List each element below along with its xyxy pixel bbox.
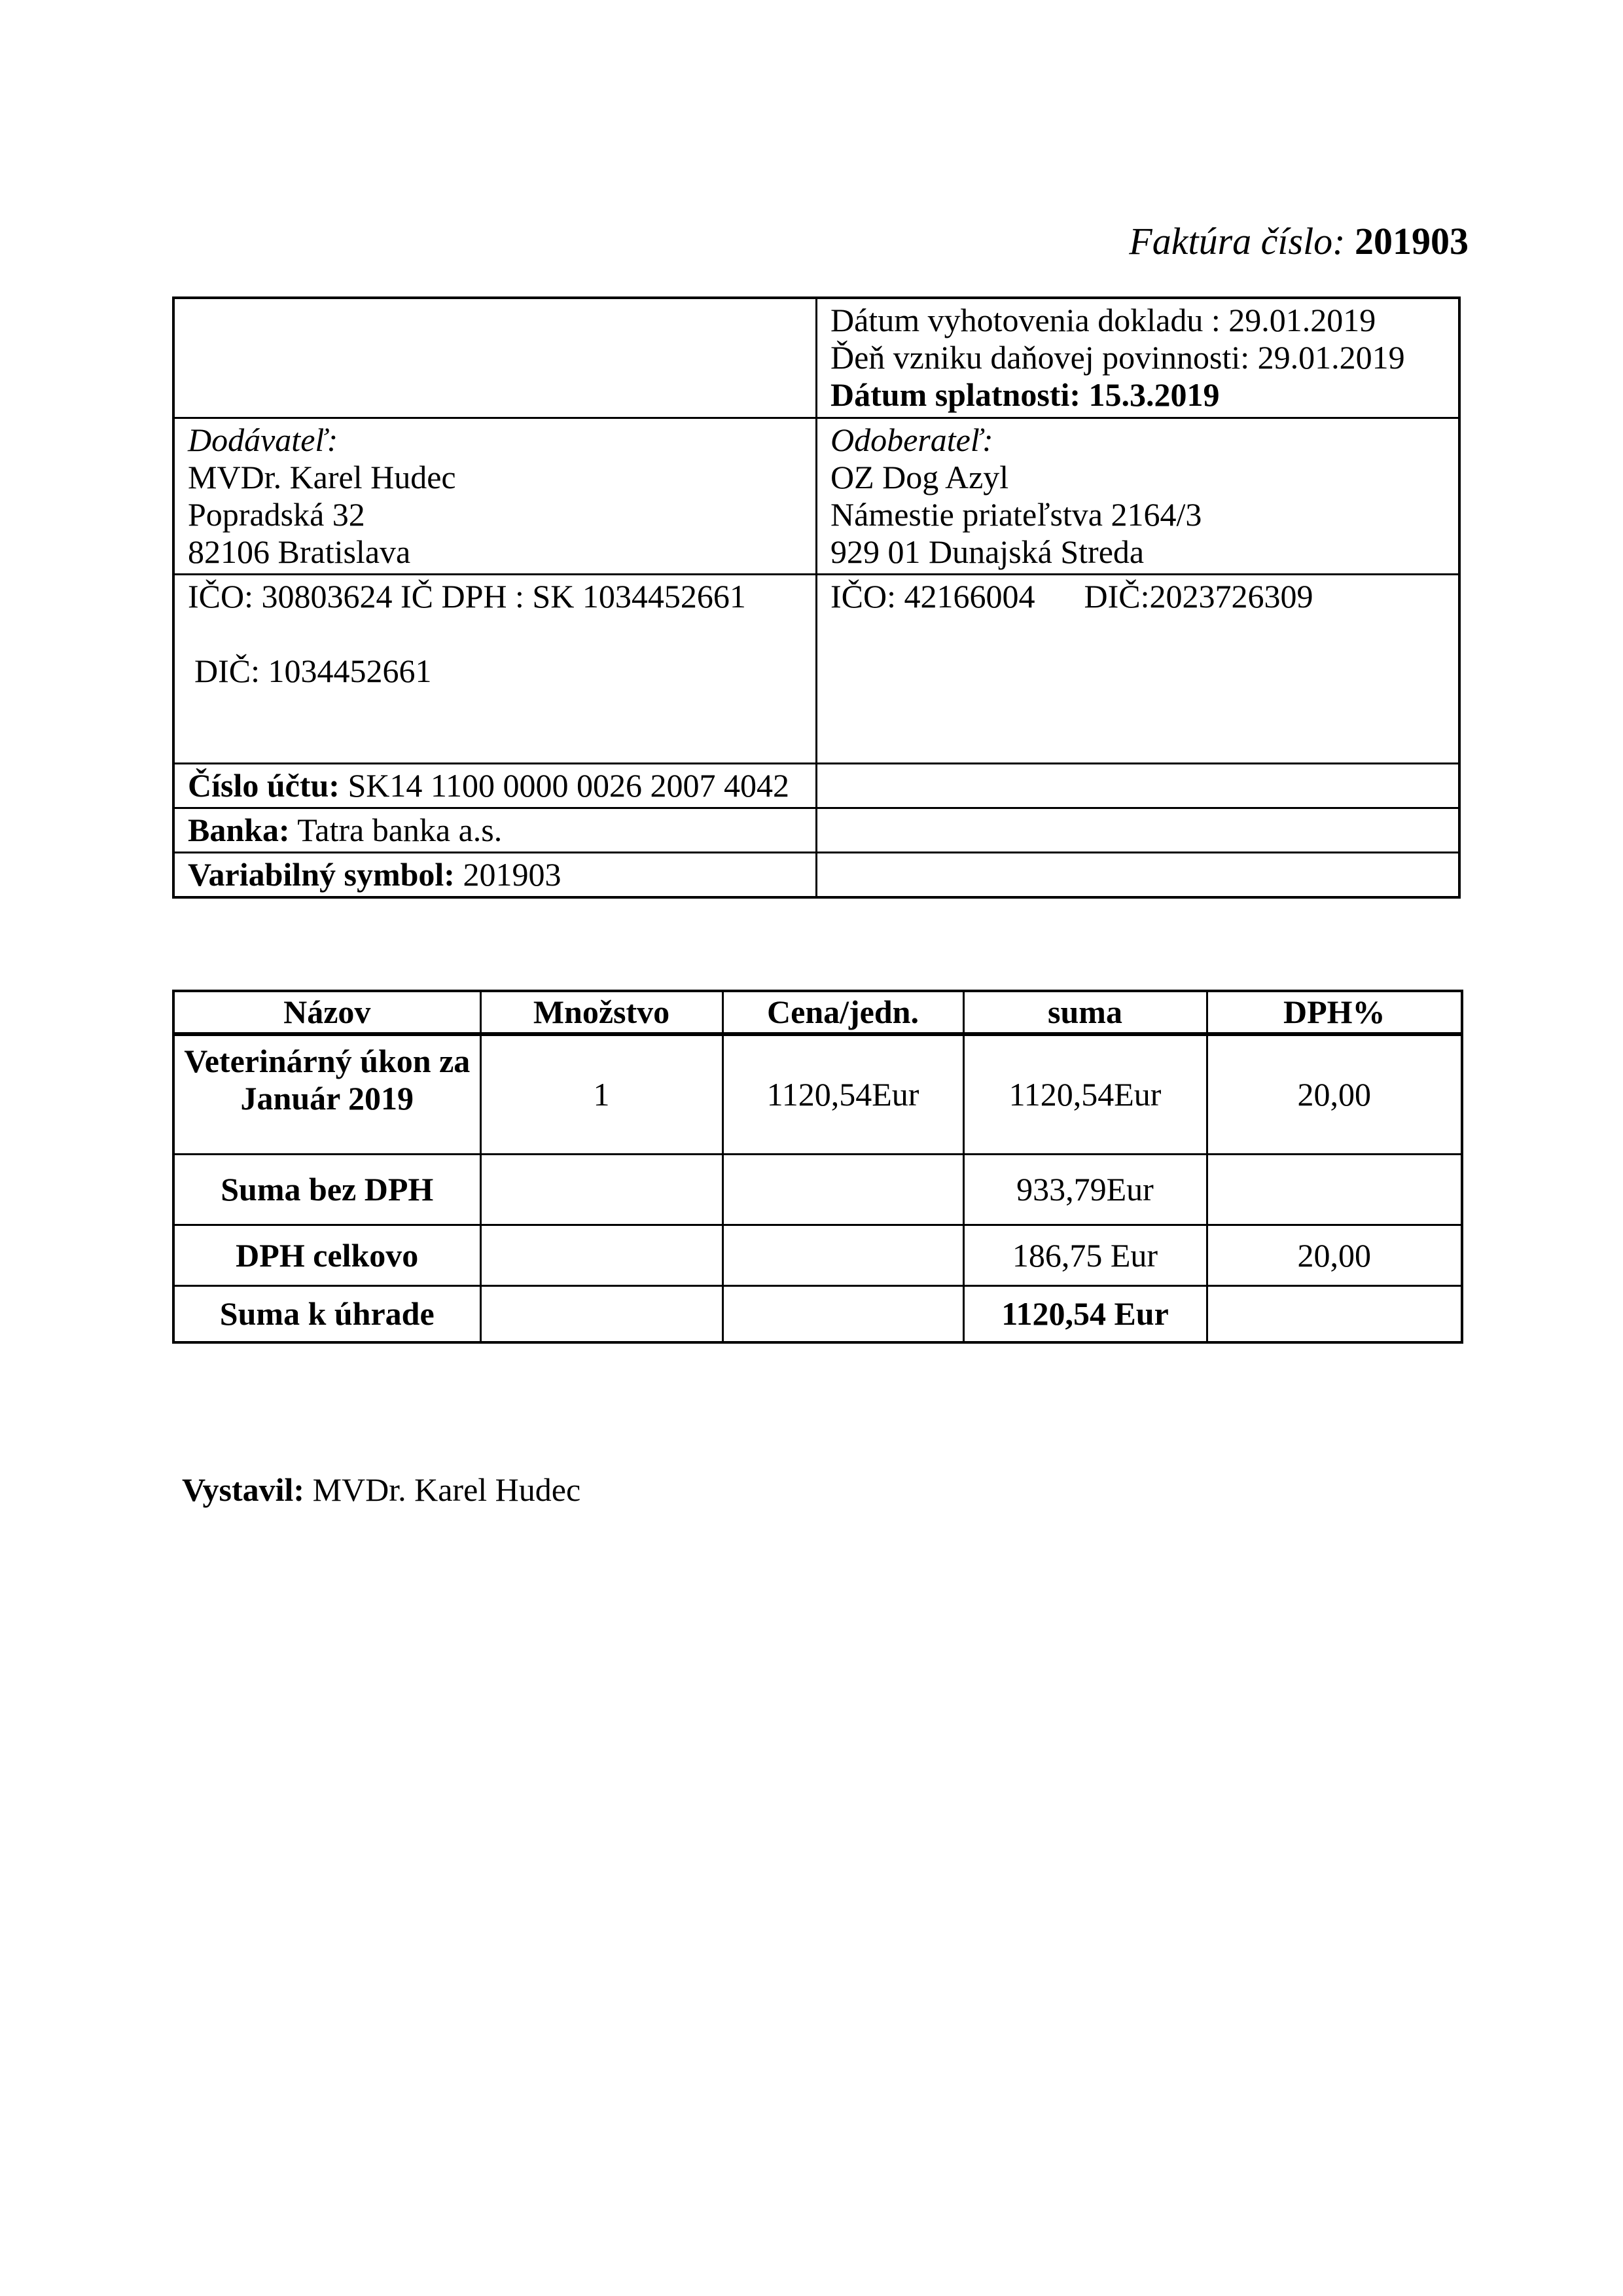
account-cell [173, 764, 817, 808]
account-value: SK14 1100 0000 0026 2007 4042 [348, 767, 790, 804]
item-name-line2: Január 2019 [240, 1080, 414, 1117]
account-label: Číslo účtu: [188, 767, 340, 804]
empty-cell [173, 298, 817, 418]
invoice-number: 201903 [1355, 220, 1469, 262]
bank-value: Tatra banka a.s. [297, 812, 503, 848]
dates-cell [817, 298, 1460, 418]
net-sum-label: Suma bez DPH [173, 1155, 480, 1225]
supplier-ico-line: IČO: 30803624 IČ DPH : SK 1034452661 [188, 578, 746, 615]
invoice-info-table [172, 296, 1461, 899]
item-row [173, 1034, 1462, 1155]
bank-row [173, 808, 1459, 853]
item-vat: 20,00 [1207, 1034, 1462, 1155]
variable-symbol-value: 201903 [463, 856, 562, 893]
invoice-items-table [172, 990, 1463, 1344]
issue-date-line: Dátum vyhotovenia dokladu : 29.01.2019 [830, 302, 1376, 338]
customer-cell [817, 418, 1460, 575]
supplier-ids-cell [173, 575, 817, 764]
invoice-title [1129, 220, 1469, 263]
account-row [173, 764, 1459, 808]
empty-cell [817, 764, 1460, 808]
issued-by-value: MVDr. Karel Hudec [312, 1471, 581, 1508]
customer-ids-cell [817, 575, 1460, 764]
ids-row [173, 575, 1459, 764]
variable-symbol-label: Variabilný symbol: [188, 856, 455, 893]
vat-total-row [173, 1225, 1462, 1286]
supplier-dic-line: DIČ: 1034452661 [194, 653, 432, 689]
bank-cell [173, 808, 817, 853]
issued-by-label: Vystavil: [182, 1471, 305, 1508]
supplier-city: 82106 Bratislava [188, 533, 411, 570]
header-total: suma [963, 991, 1207, 1034]
tax-duty-date-line: Ďeň vzniku daňovej povinnosti: 29.01.2019 [830, 339, 1405, 376]
empty-cell [722, 1286, 963, 1343]
amount-due-label: Suma k úhrade [173, 1286, 480, 1343]
bank-label: Banka: [188, 812, 290, 848]
item-name-line1: Veterinárný úkon za [184, 1043, 471, 1079]
vat-total-rate: 20,00 [1207, 1225, 1462, 1286]
empty-cell [817, 808, 1460, 853]
item-quantity: 1 [480, 1034, 722, 1155]
vat-total-value: 186,75 Eur [963, 1225, 1207, 1286]
customer-street: Námestie priateľstva 2164/3 [830, 496, 1202, 533]
empty-cell [817, 853, 1460, 898]
empty-cell [722, 1155, 963, 1225]
empty-cell [1207, 1155, 1462, 1225]
net-sum-row [173, 1155, 1462, 1225]
item-name-cell [173, 1034, 480, 1155]
customer-ico-line: IČO: 42166004 DIČ:2023726309 [830, 578, 1313, 615]
empty-cell [480, 1286, 722, 1343]
invoice-title-label: Faktúra číslo: [1129, 220, 1346, 262]
amount-due-value: 1120,54 Eur [963, 1286, 1207, 1343]
item-total: 1120,54Eur [963, 1034, 1207, 1155]
header-name: Názov [173, 991, 480, 1034]
customer-city: 929 01 Dunajská Streda [830, 533, 1145, 570]
due-date-line: Dátum splatnosti: 15.3.2019 [830, 376, 1220, 413]
vat-total-label: DPH celkovo [173, 1225, 480, 1286]
issued-by-line [182, 1470, 580, 1509]
supplier-street: Popradská 32 [188, 496, 365, 533]
supplier-name: MVDr. Karel Hudec [188, 459, 456, 495]
customer-name: OZ Dog Azyl [830, 459, 1009, 495]
empty-cell [480, 1225, 722, 1286]
empty-cell [1207, 1286, 1462, 1343]
variable-symbol-row [173, 853, 1459, 898]
amount-due-row [173, 1286, 1462, 1343]
supplier-label: Dodávateľ: [188, 422, 338, 458]
customer-label: Odoberateľ: [830, 422, 993, 458]
header-vat: DPH% [1207, 991, 1462, 1034]
empty-cell [722, 1225, 963, 1286]
items-header-row [173, 991, 1462, 1034]
net-sum-value: 933,79Eur [963, 1155, 1207, 1225]
variable-symbol-cell [173, 853, 817, 898]
address-row [173, 418, 1459, 575]
header-quantity: Množstvo [480, 991, 722, 1034]
dates-row [173, 298, 1459, 418]
empty-cell [480, 1155, 722, 1225]
item-unit-price: 1120,54Eur [722, 1034, 963, 1155]
header-unit-price: Cena/jedn. [722, 991, 963, 1034]
supplier-cell [173, 418, 817, 575]
